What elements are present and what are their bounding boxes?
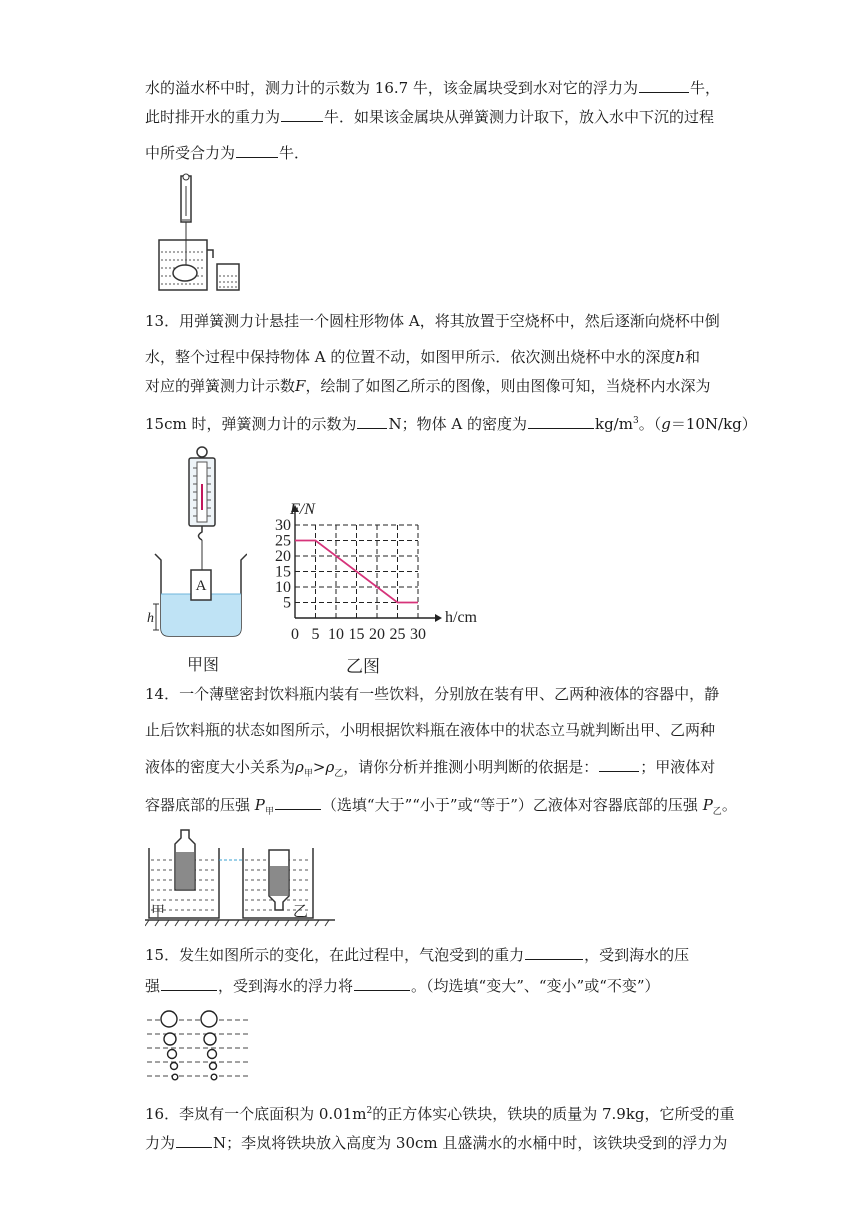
q12-line-2 — [145, 106, 714, 127]
q15-text: 强 — [145, 977, 161, 995]
q14-text: 。 — [721, 796, 737, 814]
answer-blank[interactable] — [357, 413, 387, 429]
q12-line-1 — [145, 77, 720, 98]
q13-figure-jia — [147, 444, 247, 676]
answer-blank[interactable] — [354, 975, 410, 991]
symbol-F: F — [295, 377, 306, 395]
q12-overflow-cup-figure — [155, 172, 255, 296]
q16-text: 力为 — [145, 1134, 176, 1152]
q13-text: 。（ — [638, 415, 662, 433]
q14-line-1 — [145, 684, 719, 704]
q14-text: 14．一个薄壁密封饮料瓶内装有一些饮料，分别放在装有甲、乙两种液体的容器中，静 — [145, 685, 720, 703]
q12-text: 中所受合力为 — [145, 144, 236, 162]
q15-line-1 — [145, 944, 689, 965]
q13-text: N；物体 A 的密度为 — [388, 415, 527, 433]
y-tick-label: 15 — [275, 563, 291, 581]
y-tick-label: 10 — [275, 579, 291, 596]
x-axis-arrow — [435, 614, 442, 622]
x-axis-label: h/cm — [445, 609, 477, 626]
y-axis-label: F/N — [290, 501, 315, 518]
q13-text: 15cm 时，弹簧测力计的示数为 — [145, 415, 357, 433]
subscript-yi: 乙 — [334, 769, 344, 779]
q13-text: 和 — [685, 348, 701, 366]
greater-than: > — [312, 758, 326, 776]
q12-line-3 — [145, 142, 309, 163]
symbol-g: g — [661, 415, 671, 433]
q15-text: 15．发生如图所示的变化，在此过程中，气泡受到的重力 — [145, 946, 525, 964]
superscript: 2 — [366, 1106, 373, 1116]
q14-line-2 — [145, 720, 715, 740]
q14-text: 止后饮料瓶的状态如图所示，小明根据饮料瓶在液体中的状态立马就判断出甲、乙两种 — [145, 721, 716, 739]
q14-text: 容器底部的压强 — [145, 796, 251, 814]
symbol-rho: ρ — [325, 758, 335, 776]
answer-blank[interactable] — [525, 944, 583, 960]
q14-text: ；甲液体对 — [640, 758, 716, 776]
superscript: 3 — [632, 416, 639, 426]
q13-text: ＝10N/kg） — [670, 415, 757, 433]
figure-caption-jia: 甲图 — [186, 657, 220, 674]
q15-line-2 — [145, 975, 660, 996]
q12-text: 此时排开水的重力为 — [145, 108, 281, 126]
y-tick-label: 30 — [275, 517, 291, 534]
x-tick-label: 0 — [291, 626, 299, 643]
answer-blank[interactable] — [236, 142, 278, 158]
q16-text: 16．李岚有一个底面积为 0.01m — [145, 1105, 367, 1123]
h-label: h — [147, 611, 154, 626]
q13-line-3 — [145, 376, 710, 396]
q16-line-2 — [145, 1132, 727, 1153]
answer-blank[interactable] — [275, 794, 321, 810]
figure-caption-yi: 乙图 — [346, 657, 380, 676]
q14-text: 液体的密度大小关系为 — [145, 758, 296, 776]
symbol-rho: ρ — [295, 758, 304, 776]
y-tick-label: 25 — [275, 532, 291, 550]
q14-line-3 — [145, 756, 715, 784]
y-tick-label: 5 — [283, 594, 291, 612]
q14-text: ，请你分析并推测小明判断的依据是： — [343, 758, 599, 776]
q14-bottle-figure — [145, 826, 335, 928]
x-tick-label: 30 — [410, 626, 426, 643]
container-jia-label: 甲 — [151, 905, 165, 920]
q12-text: 牛． — [279, 144, 310, 162]
x-tick-label: 15 — [348, 626, 365, 643]
q15-bubbles-figure — [145, 1008, 253, 1084]
q13-text: 13．用弹簧测力计悬挂一个圆柱形物体 A，将其放置于空烧杯中，然后逐渐向烧杯中倒 — [145, 312, 720, 330]
q12-text: 牛．如果该金属块从弹簧测力计取下，放入水中下沉的过程 — [324, 108, 715, 126]
x-tick-label: 10 — [328, 626, 344, 643]
q16-line-1 — [145, 1101, 735, 1124]
q16-text: N；李岚将铁块放入高度为 30cm 且盛满水的水桶中时，该铁块受到的浮力为 — [213, 1134, 728, 1152]
symbol-h: h — [675, 348, 686, 366]
answer-blank[interactable] — [599, 756, 639, 772]
answer-blank[interactable] — [176, 1132, 212, 1148]
q14-text: （选填“大于”“小于”或“等于”）乙液体对容器底部的压强 — [321, 796, 698, 814]
q13-text: 水，整个过程中保持物体 A 的位置不动，如图甲所示．依次测出烧杯中水的深度 — [145, 348, 676, 366]
object-A-label: A — [195, 578, 207, 594]
container-yi-label: 乙 — [293, 904, 309, 920]
q15-text: 。（均选填“变大”、“变小”或“不变”） — [411, 977, 660, 995]
answer-blank[interactable] — [528, 413, 594, 429]
q15-text: ，受到海水的浮力将 — [218, 977, 354, 995]
y-tick-label: 20 — [275, 548, 291, 565]
answer-blank[interactable] — [281, 106, 323, 122]
q14-line-4 — [145, 794, 737, 822]
subscript-yi: 乙 — [712, 807, 722, 817]
q15-text: ，受到海水的压 — [584, 946, 690, 964]
q13-text: kg/m — [594, 415, 633, 433]
x-tick-label: 25 — [389, 626, 406, 643]
q13-text: ，绘制了如图乙所示的图像，则由图像可知，当烧杯内水深为 — [305, 377, 711, 395]
q13-line-2 — [145, 347, 700, 367]
q13-text: 对应的弹簧测力计示数 — [145, 377, 296, 395]
x-tick-label: 5 — [311, 626, 320, 643]
q12-text: 水的溢水杯中时，测力计的示数为 16.7 牛，该金属块受到水对它的浮力为 — [145, 79, 638, 97]
answer-blank[interactable] — [639, 77, 689, 93]
subscript-jia: 甲 — [264, 807, 274, 817]
q12-text: 牛， — [689, 79, 720, 97]
q13-line-4 — [145, 411, 757, 434]
q16-text: 的正方体实心铁块，铁块的质量为 7.9kg，它所受的重 — [372, 1105, 735, 1123]
symbol-P: P — [254, 796, 265, 814]
q13-line-1 — [145, 311, 720, 331]
subscript-jia: 甲 — [303, 769, 313, 779]
x-tick-label: 20 — [369, 626, 385, 643]
q13-chart-yi — [262, 490, 492, 676]
answer-blank[interactable] — [161, 975, 217, 991]
symbol-P: P — [702, 796, 713, 814]
